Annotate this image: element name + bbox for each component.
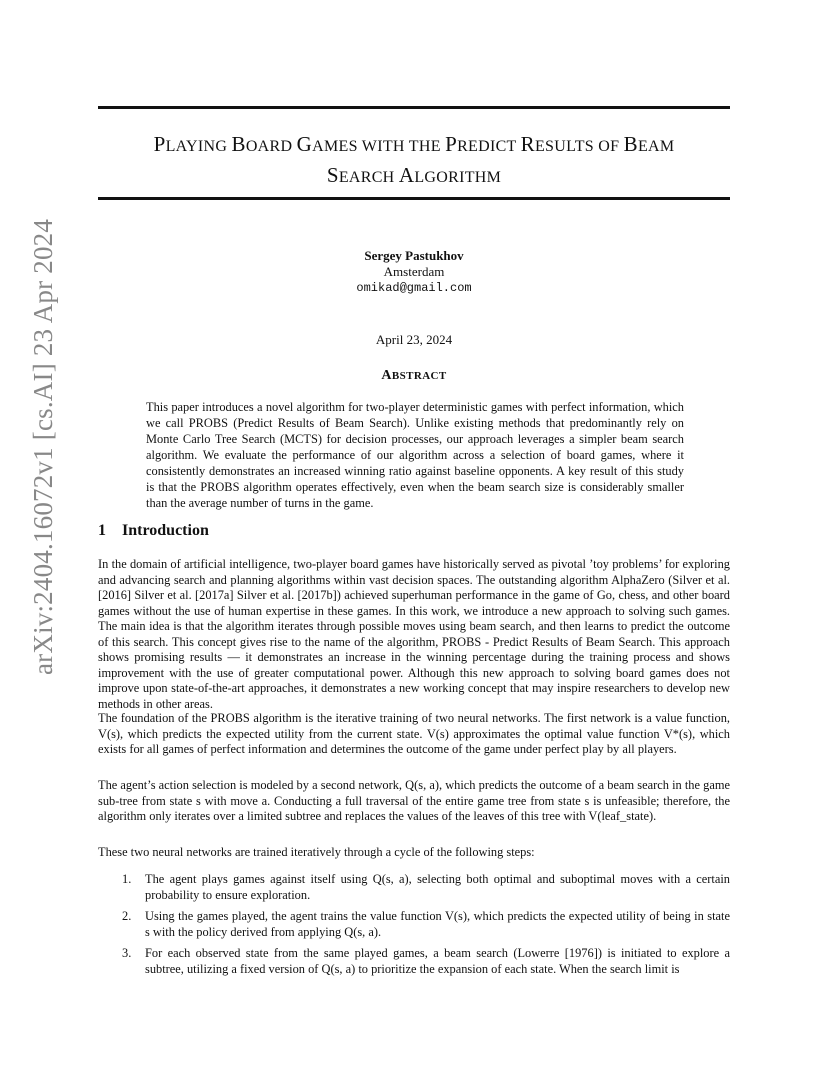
title-part: R: [520, 132, 535, 156]
title-part: AMES WITH THE: [312, 138, 446, 155]
title-part: EAM: [637, 138, 675, 155]
arxiv-sidebar-stamp: arXiv:2404.16072v1 [cs.AI] 23 Apr 2024: [28, 218, 58, 675]
title-part: S: [326, 163, 339, 187]
list-item: [122, 946, 730, 977]
body-paragraph: The agent’s action selection is modeled by a second network, Q(s, a), which predicts the outcome of a beam search in the game sub-tree from state s with move a. Conducting a full traversal of the entire game tree from state s is unfeasible; therefore, the algorithm only iterates over a limited subtree and replaces the values of the leaves of this tree with V(leaf_state).: [98, 778, 730, 823]
title-part: G: [296, 132, 313, 156]
top-rule: [98, 106, 730, 109]
title-line-2: [98, 161, 730, 192]
title-part: REDICT: [457, 138, 521, 155]
list-item: [122, 909, 730, 940]
body-paragraph: These two neural networks are trained iteratively through a cycle of the following steps:: [98, 845, 535, 859]
title-part: B: [231, 132, 246, 156]
title-part: A: [398, 163, 415, 187]
list-item-number: 2.: [122, 909, 132, 923]
list-item-text: The agent plays games against itself using Q(s, a), selecting both optimal and suboptimal moves with a certain probability to ensure exploration.: [145, 872, 730, 902]
abstract-heading-initial: A: [381, 368, 392, 383]
author-affiliation: Amsterdam: [383, 264, 445, 279]
publication-date: April 23, 2024: [375, 332, 453, 347]
list-item-text: Using the games played, the agent trains the value function V(s), which predicts the expected utility of being in state s with the policy derived from applying Q(s, a).: [145, 909, 730, 939]
title-part: LAYING: [165, 138, 232, 155]
list-item-number: 1.: [122, 872, 132, 886]
training-steps-list: [122, 872, 730, 983]
title-part: ESULTS OF: [534, 138, 624, 155]
title-part: B: [623, 132, 638, 156]
section-heading: [98, 522, 209, 540]
author-email[interactable]: omikad@gmail.com: [356, 281, 472, 295]
abstract-text: This paper introduces a novel algorithm for two-player deterministic games with perfect information, which we call PROBS (Predict Results of Beam Search). Unlike existing methods that predominantly rely on Monte Carlo Tree Search (MCTS) for decision processes, our approach leverages a simpler beam search algorithm. We evaluate the performance of our algorithm across a selection of board games, where it consistently demonstrates an increased winning ratio against baseline opponents. A key result of this study is that the PROBS algorithm operates effectively, even when the beam search size is considerably smaller than the average number of turns in the game.: [146, 400, 684, 510]
author-block: [0, 248, 828, 296]
title-part: LGORITHM: [414, 169, 502, 186]
author-name: Sergey Pastukhov: [364, 248, 464, 263]
section-title: Introduction: [122, 522, 209, 539]
paper-title: [98, 130, 730, 192]
title-line-1: [98, 130, 730, 161]
list-item-number: 3.: [122, 946, 132, 960]
title-part: EARCH: [338, 169, 399, 186]
abstract-heading: [0, 368, 828, 384]
body-paragraph: The foundation of the PROBS algorithm is the iterative training of two neural networks. The first network is a value function, V(s), which predicts the expected utility from the current state. V(s) approximates the optimal value function V*(s), which exists for all games of perfect information and determines the outcome of the game under perfect play by all players.: [98, 711, 730, 756]
section-number: 1: [98, 522, 106, 539]
bottom-rule: [98, 197, 730, 200]
abstract-heading-rest: BSTRACT: [391, 370, 447, 382]
title-part: P: [445, 132, 458, 156]
title-part: OARD: [245, 138, 297, 155]
body-paragraph: In the domain of artificial intelligence, two-player board games have historically served as pivotal ’toy problems’ for exploring and advancing search and planning algorithms within vast decision spaces. The outstanding algorithm AlphaZero (Silver et al. [2016] Silver et al. [2017a] Silver et al. [2017b]) achieved superhuman performance in the game of Go, chess, and other board games without the use of human expertise in these games. In this work, we introduce a new approach to solving such games. The main idea is that the algorithm iterates through possible moves using beam search, and then learns to predict the outcome of this search. This concept gives rise to the name of the algorithm, PROBS - Predict Results of Beam Search. This approach shows promising results — it demonstrates an increase in the winning percentage during the training process and shows improvement with the use of greater computational power. Although this new approach to solving board games does not improve upon state-of-the-art approaches, it demonstrates a new working concept that may inspire researchers to develop new methods in other areas.: [98, 557, 730, 711]
list-item: [122, 872, 730, 903]
title-part: P: [153, 132, 166, 156]
list-item-text: For each observed state from the same played games, a beam search (Lowerre [1976]) is initiated to explore a subtree, utilizing a fixed version of Q(s, a) to prioritize the expansion of each state. When the search limit is: [145, 946, 730, 976]
